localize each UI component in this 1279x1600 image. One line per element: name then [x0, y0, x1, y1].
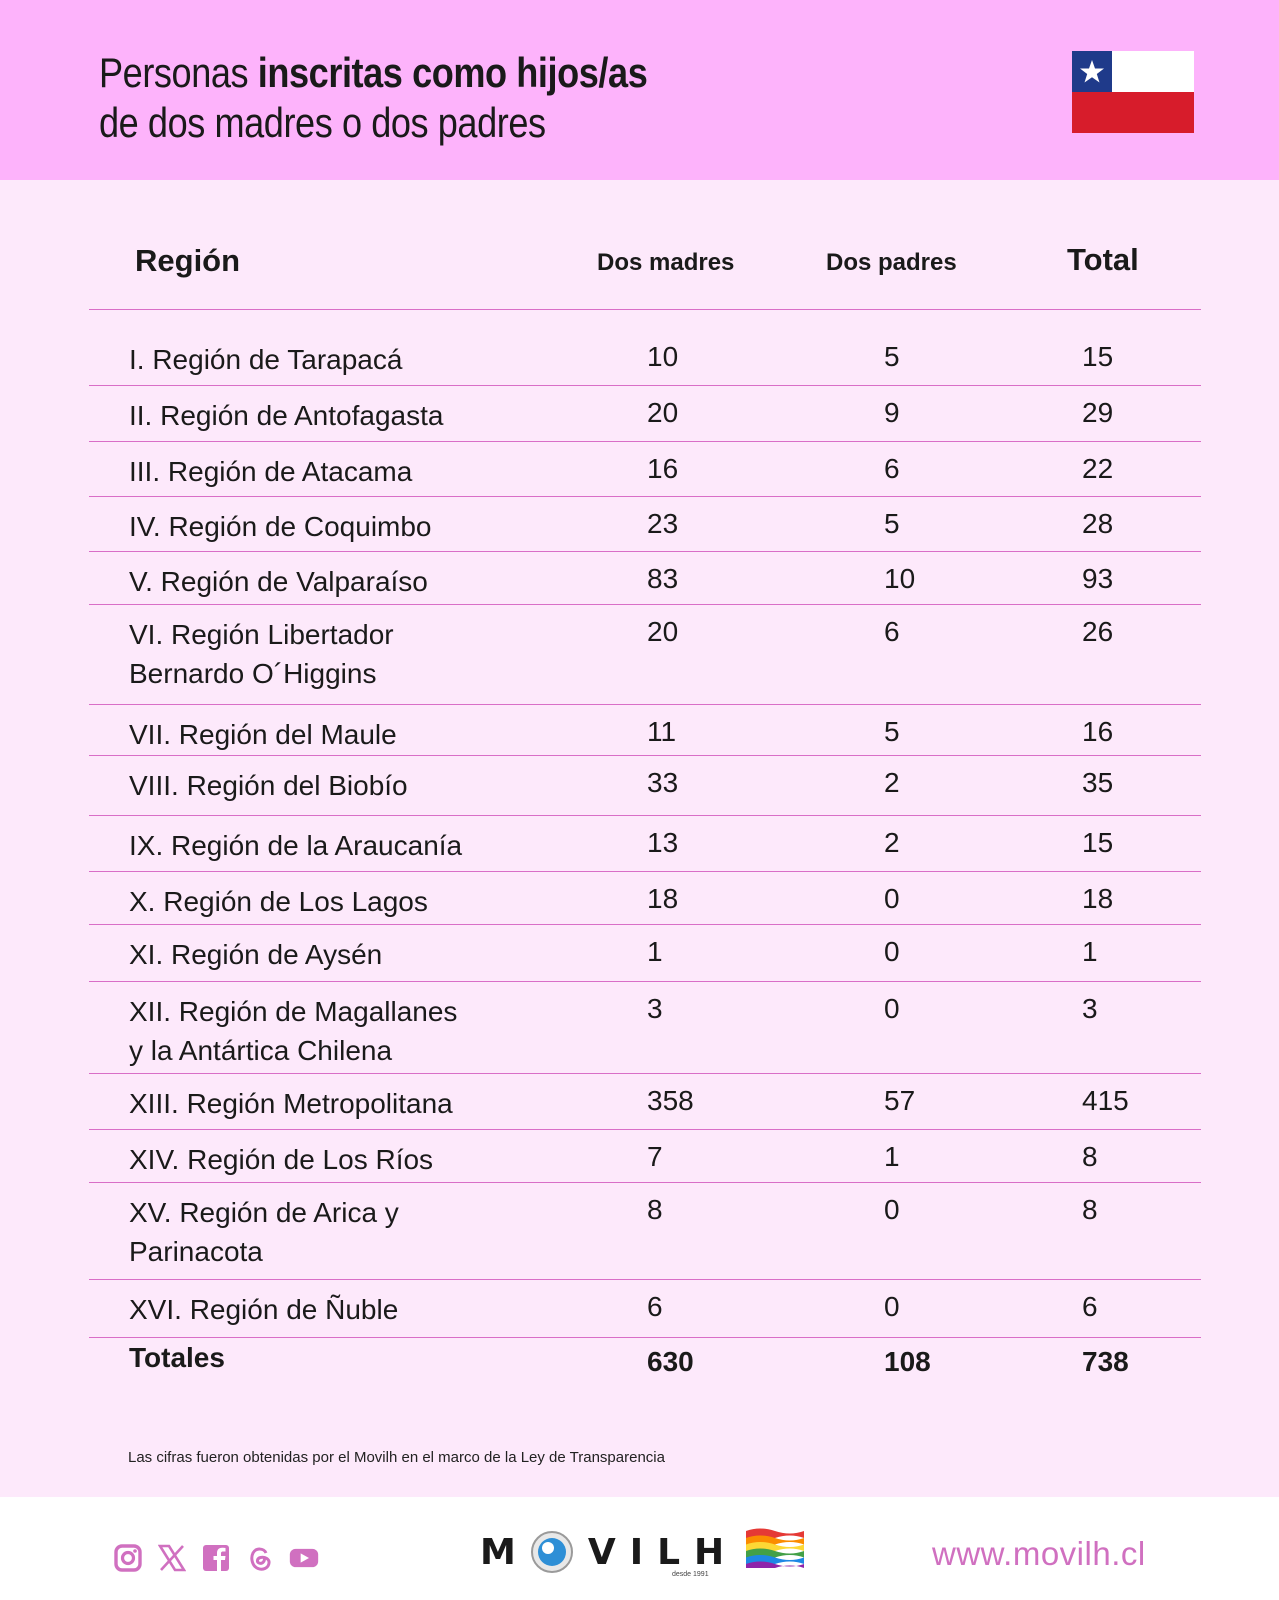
- header-total: Total: [1067, 242, 1139, 277]
- region-name-line: V. Región de Valparaíso: [129, 566, 428, 597]
- totals-label: Totales: [129, 1342, 225, 1373]
- total-value: 1: [1082, 936, 1098, 967]
- dos-padres-value: 0: [884, 993, 900, 1024]
- region-name-line: IX. Región de la Araucanía: [129, 830, 463, 861]
- website-link[interactable]: www.movilh.cl: [932, 1535, 1146, 1572]
- table-row: [89, 310, 1201, 386]
- total-value: 35: [1082, 767, 1114, 798]
- total-value: 22: [1082, 453, 1114, 484]
- dos-madres-value: 16: [647, 453, 679, 484]
- region-name: [129, 1290, 398, 1329]
- dos-madres-value: 11: [647, 716, 677, 747]
- total-value: 26: [1082, 616, 1114, 647]
- dos-madres-value: 7: [647, 1141, 663, 1172]
- total-value: 28: [1082, 508, 1114, 539]
- youtube-icon[interactable]: [289, 1543, 319, 1573]
- table-row: [89, 925, 1201, 982]
- dos-padres-value: 10: [884, 563, 916, 594]
- total-value: 415: [1082, 1085, 1129, 1116]
- dos-padres-value: 0: [884, 1194, 900, 1225]
- dos-madres-value: 3: [647, 993, 663, 1024]
- region-name-line: I. Región de Tarapacá: [129, 344, 403, 375]
- dos-padres-value: 5: [884, 508, 900, 539]
- total-value: 29: [1082, 397, 1114, 428]
- instagram-icon[interactable]: [113, 1543, 143, 1573]
- region-name-line: VI. Región Libertador: [129, 619, 394, 650]
- dos-madres-value: 6: [647, 1291, 663, 1322]
- table-row: [89, 1280, 1201, 1338]
- header-rule: [89, 250, 1201, 310]
- region-name-line: XVI. Región de Ñuble: [129, 1294, 399, 1325]
- dos-padres-value: 2: [884, 767, 900, 798]
- logo-tagline: desde 1991: [672, 1571, 709, 1578]
- dos-madres-value: 20: [647, 616, 679, 647]
- dos-padres-value: 9: [884, 397, 900, 428]
- dos-madres-value: 8: [647, 1194, 663, 1225]
- total-value: 15: [1082, 827, 1114, 858]
- region-name: [129, 826, 462, 865]
- region-name: [129, 882, 428, 921]
- dos-padres-value: 5: [884, 341, 900, 372]
- region-name-line: XII. Región de Magallanes: [129, 996, 458, 1027]
- page-title: Personas inscritas como hijos/as de dos madres o dos padres: [99, 49, 648, 146]
- region-name: [129, 766, 408, 805]
- table-row: [89, 982, 1201, 1074]
- region-name: [129, 935, 382, 974]
- region-name-line: XI. Región de Aysén: [129, 939, 383, 970]
- table-row: [89, 386, 1201, 442]
- region-name: [129, 562, 428, 601]
- table-row: [89, 756, 1201, 816]
- dos-madres-value: 358: [647, 1085, 694, 1116]
- dos-padres-value: 6: [884, 453, 900, 484]
- dos-padres-value: 0: [884, 936, 900, 967]
- region-name: [129, 715, 397, 754]
- region-name-line: y la Antártica Chilena: [129, 1035, 393, 1066]
- region-name: [129, 452, 412, 491]
- facebook-icon[interactable]: [201, 1543, 231, 1573]
- dos-padres-value: 6: [884, 616, 900, 647]
- total-value: 93: [1082, 563, 1114, 594]
- table-row: [89, 816, 1201, 872]
- social-links: [113, 1543, 319, 1573]
- region-name-line: IV. Región de Coquimbo: [129, 511, 432, 542]
- region-name-line: XIV. Región de Los Ríos: [129, 1144, 434, 1175]
- region-name-line: XV. Región de Arica y: [129, 1197, 399, 1228]
- threads-icon[interactable]: [245, 1543, 275, 1573]
- header-region: Región: [135, 243, 241, 278]
- dos-madres-value: 83: [647, 563, 679, 594]
- header-dos-madres: Dos madres: [597, 249, 735, 276]
- region-name-line: VIII. Región del Biobío: [129, 770, 408, 801]
- dos-padres-value: 1: [884, 1141, 900, 1172]
- logo-eye-icon: [530, 1530, 574, 1574]
- total-value: 8: [1082, 1194, 1098, 1225]
- region-name-line: X. Región de Los Lagos: [129, 886, 428, 917]
- rainbow-flag-icon: [744, 1526, 806, 1568]
- dos-padres-value: 0: [884, 883, 900, 914]
- total-value: 16: [1082, 716, 1114, 747]
- dos-madres-value: 20: [647, 397, 679, 428]
- dos-padres-value: 0: [884, 1291, 900, 1322]
- dos-madres-value: 23: [647, 508, 679, 539]
- region-name: [129, 992, 457, 1070]
- table-row: [89, 872, 1201, 925]
- header-banner: [0, 0, 1279, 180]
- total-dos-padres: 108: [884, 1346, 931, 1377]
- table-row: [89, 1074, 1201, 1130]
- total-value: 6: [1082, 1291, 1098, 1322]
- table-row: [89, 442, 1201, 497]
- region-name-line: VII. Región del Maule: [129, 719, 397, 750]
- x-icon[interactable]: [157, 1543, 187, 1573]
- dos-madres-value: 10: [647, 341, 679, 372]
- table-row: [89, 605, 1201, 705]
- header-dos-padres: Dos padres: [826, 249, 957, 276]
- total-dos-madres: 630: [647, 1346, 694, 1377]
- region-name: [129, 1193, 399, 1271]
- dos-madres-value: 1: [647, 936, 663, 967]
- table-row: [89, 1183, 1201, 1280]
- movilh-logo: M VILH desde 1991: [480, 1531, 739, 1578]
- dos-padres-value: 57: [884, 1085, 916, 1116]
- source-note: Las cifras fueron obtenidas por el Movilh en el marco de la Ley de Transparencia: [128, 1449, 665, 1466]
- grand-total: 738: [1082, 1346, 1129, 1377]
- total-value: 3: [1082, 993, 1098, 1024]
- region-name-line: XIII. Región Metropolitana: [129, 1088, 453, 1119]
- dos-padres-value: 2: [884, 827, 900, 858]
- table-row: [89, 552, 1201, 605]
- region-name: [129, 340, 402, 379]
- region-name: [129, 1084, 453, 1123]
- dos-madres-value: 33: [647, 767, 679, 798]
- region-name-line: Bernardo O´Higgins: [129, 658, 377, 689]
- region-name-line: Parinacota: [129, 1236, 263, 1267]
- table-row: [89, 705, 1201, 756]
- total-value: 8: [1082, 1141, 1098, 1172]
- region-name: [129, 1140, 433, 1179]
- region-name-line: III. Región de Atacama: [129, 456, 413, 487]
- dos-madres-value: 13: [647, 827, 679, 858]
- table-row: [89, 1130, 1201, 1183]
- total-value: 18: [1082, 883, 1114, 914]
- dos-madres-value: 18: [647, 883, 679, 914]
- region-name: [129, 396, 443, 435]
- dos-padres-value: 5: [884, 716, 900, 747]
- region-name: [129, 507, 432, 546]
- chile-flag-icon: [1072, 51, 1194, 133]
- region-name-line: II. Región de Antofagasta: [129, 400, 444, 431]
- table-row: [89, 497, 1201, 552]
- footer: [0, 1497, 1279, 1600]
- region-name: [129, 615, 394, 693]
- totals-row: [89, 1338, 1201, 1398]
- total-value: 15: [1082, 341, 1114, 372]
